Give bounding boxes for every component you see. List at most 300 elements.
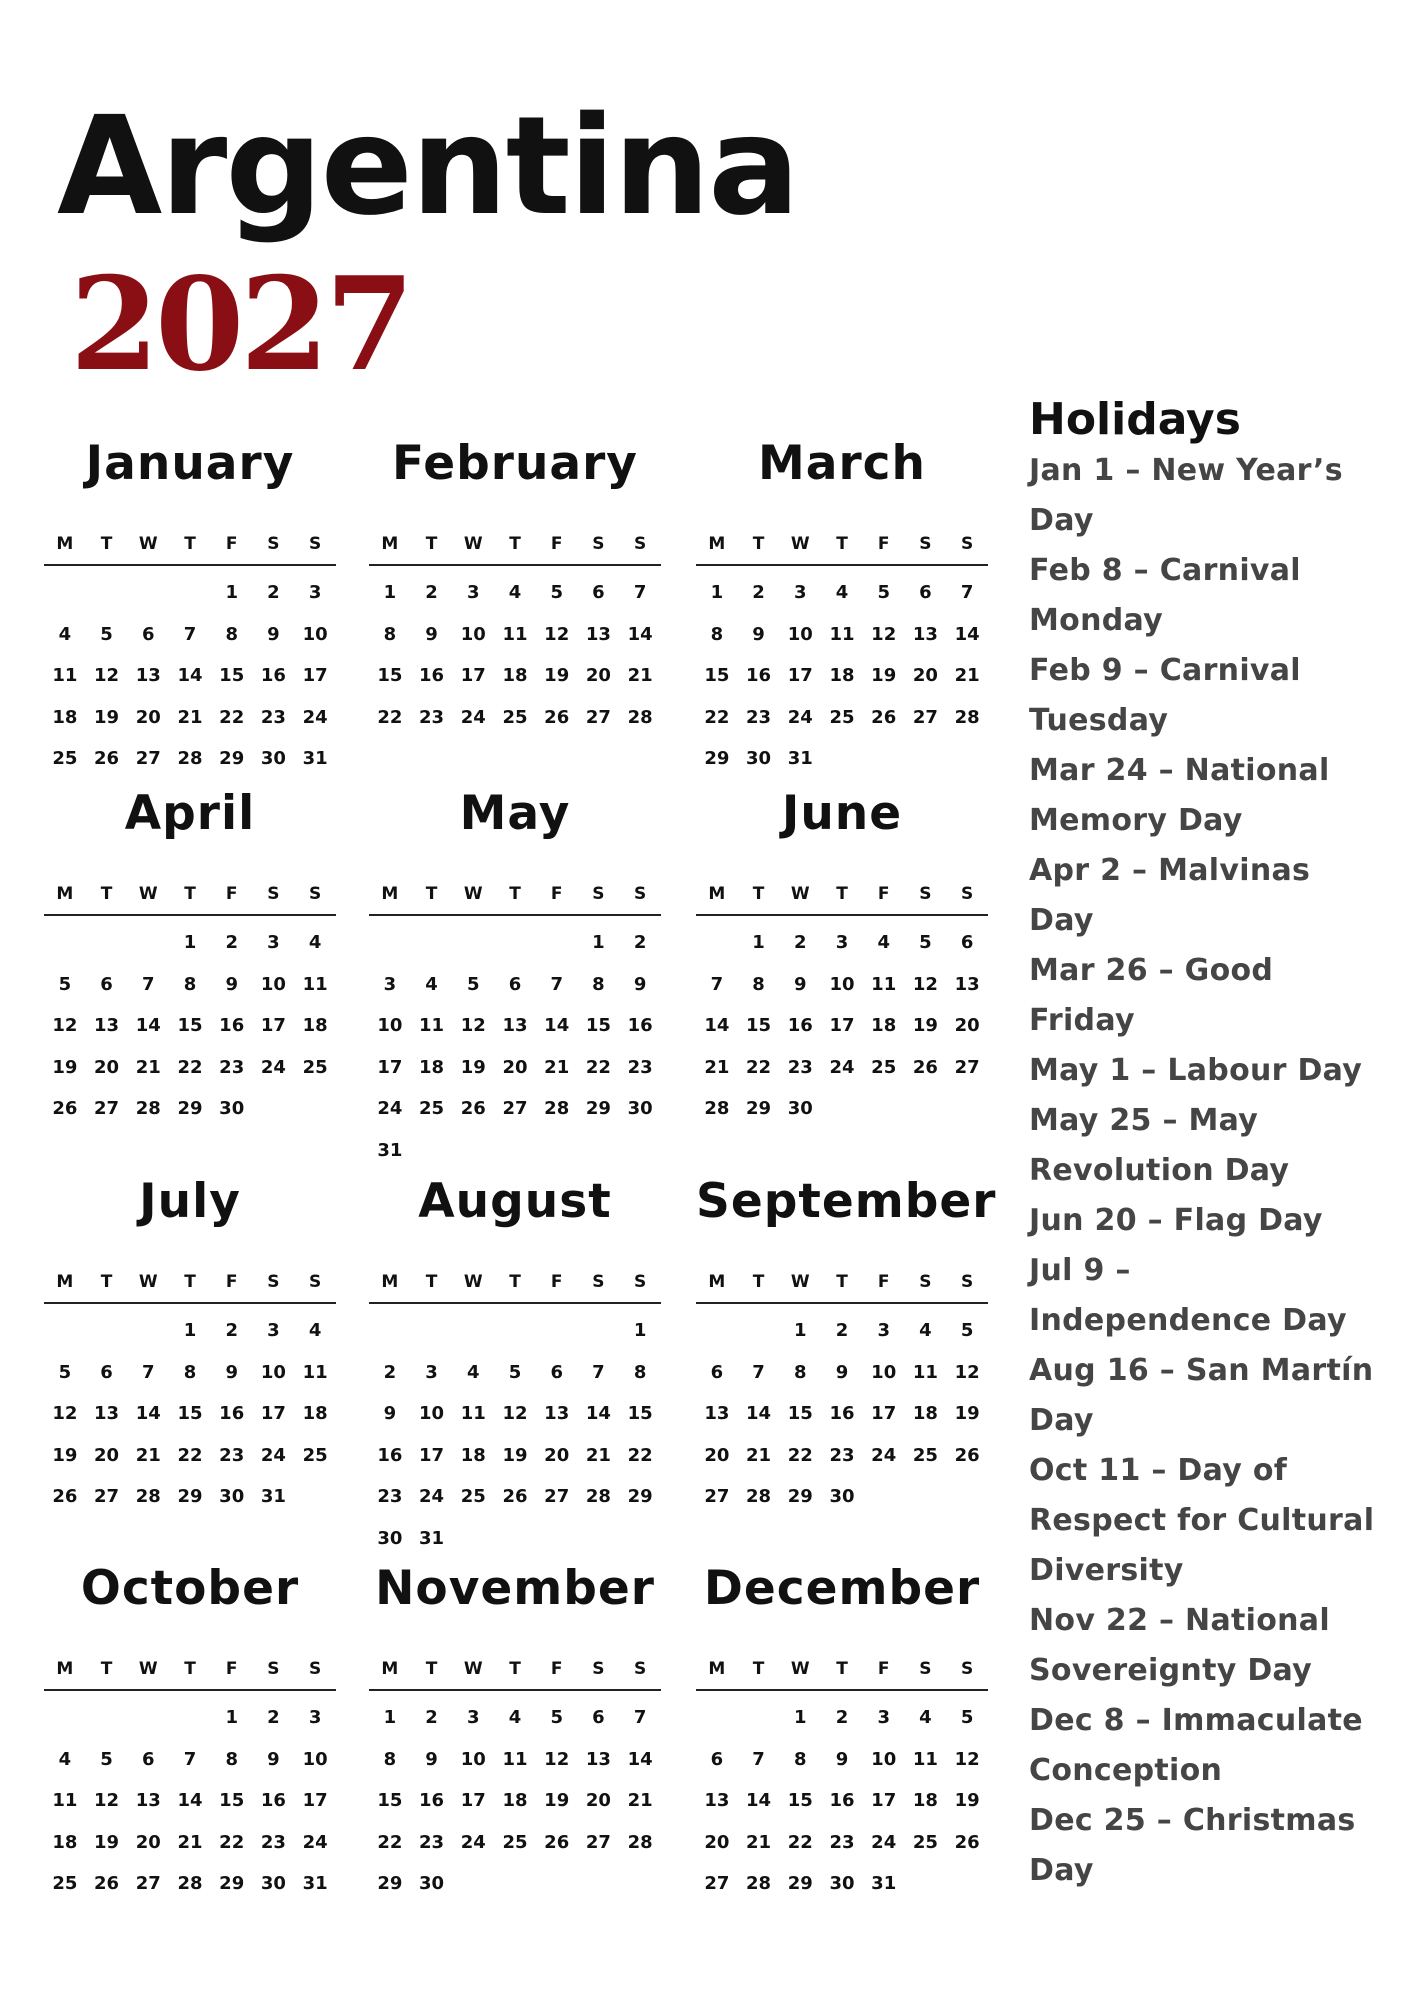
- day-cell: 1: [633, 1320, 647, 1342]
- day-cell: 7: [633, 582, 647, 604]
- day-grid: [696, 922, 988, 1130]
- day-cell: 16: [260, 665, 286, 687]
- weekday-label: T: [836, 1272, 848, 1292]
- day-cell: 19: [52, 1056, 78, 1078]
- day-cell: 1: [383, 1707, 397, 1729]
- day-cell: 5: [919, 932, 932, 954]
- day-cell: 6: [710, 1361, 724, 1383]
- day-cell: 3: [267, 1320, 280, 1342]
- day-cell: 16: [219, 1015, 245, 1037]
- weekday-label: S: [634, 1659, 647, 1679]
- day-cell: 20: [585, 665, 611, 687]
- day-cell: 14: [704, 1015, 730, 1037]
- day-cell: 25: [912, 1831, 938, 1853]
- day-cell: 13: [544, 1403, 570, 1425]
- day-cell: 9: [835, 1748, 849, 1770]
- day-cell: 30: [746, 748, 772, 770]
- day-cell: 23: [829, 1831, 855, 1853]
- weekday-label: T: [425, 1659, 438, 1679]
- day-cell: 25: [871, 1056, 897, 1078]
- day-cell: 22: [704, 706, 730, 728]
- day-cell: 26: [544, 706, 570, 728]
- weekday-label: T: [425, 884, 438, 904]
- day-cell: 12: [52, 1403, 78, 1425]
- day-cell: 16: [627, 1015, 653, 1037]
- weekday-header: [696, 1262, 988, 1304]
- day-cell: 11: [502, 1748, 528, 1770]
- weekday-header: [369, 1262, 661, 1304]
- weekday-label: S: [919, 534, 932, 554]
- day-cell: 5: [100, 1748, 113, 1770]
- weekday-label: S: [267, 534, 280, 554]
- day-cell: 13: [94, 1403, 120, 1425]
- weekday-header: [369, 874, 661, 916]
- day-cell: 15: [219, 1790, 245, 1812]
- day-cell: 19: [502, 1444, 528, 1466]
- weekday-label: T: [100, 1272, 113, 1292]
- day-cell: 23: [260, 1831, 286, 1853]
- weekday-label: T: [509, 534, 521, 554]
- day-cell: 1: [383, 582, 397, 604]
- day-cell: 1: [592, 932, 605, 954]
- weekday-label: M: [381, 884, 399, 904]
- day-cell: 17: [302, 665, 328, 687]
- weekday-label: W: [790, 1272, 810, 1292]
- holiday-item: May 25 – May Revolution Day: [1029, 1103, 1290, 1188]
- day-cell: 13: [704, 1403, 730, 1425]
- day-cell: 17: [302, 1790, 328, 1812]
- day-cell: 14: [627, 1748, 653, 1770]
- day-cell: 21: [544, 1056, 570, 1078]
- day-cell: 12: [954, 1748, 980, 1770]
- day-cell: 20: [954, 1015, 980, 1037]
- weekday-label: W: [463, 534, 483, 554]
- month-name: July: [139, 1174, 241, 1229]
- day-cell: 31: [377, 1139, 403, 1161]
- weekday-label: F: [225, 1272, 238, 1292]
- day-cell: 16: [746, 665, 772, 687]
- weekday-label: M: [708, 1272, 726, 1292]
- day-cell: 30: [260, 1873, 286, 1895]
- day-cell: 14: [177, 665, 203, 687]
- day-cell: 5: [58, 1361, 72, 1383]
- month-july: [44, 1170, 336, 1518]
- day-cell: 23: [260, 706, 286, 728]
- day-cell: 8: [183, 1361, 197, 1383]
- day-cell: 5: [100, 623, 113, 645]
- weekday-label: W: [790, 884, 810, 904]
- day-cell: 7: [633, 1707, 647, 1729]
- day-cell: 9: [383, 1403, 397, 1425]
- day-cell: 21: [177, 1831, 203, 1853]
- holiday-item: Jun 20 – Flag Day: [1029, 1203, 1323, 1238]
- day-cell: 11: [871, 973, 897, 995]
- day-cell: 2: [835, 1707, 849, 1729]
- day-cell: 24: [460, 706, 486, 728]
- page-title: Argentina: [57, 88, 798, 246]
- month-march: [696, 432, 988, 780]
- weekday-label: S: [592, 534, 605, 554]
- day-cell: 4: [467, 1361, 480, 1383]
- day-cell: 14: [135, 1403, 161, 1425]
- day-cell: 13: [585, 1748, 611, 1770]
- day-cell: 8: [183, 973, 197, 995]
- day-cell: 10: [302, 623, 328, 645]
- day-cell: 14: [135, 1015, 161, 1037]
- day-cell: 1: [183, 932, 197, 954]
- month-name: September: [696, 1174, 997, 1229]
- day-cell: 13: [954, 973, 980, 995]
- day-cell: 16: [419, 1790, 445, 1812]
- day-cell: 18: [871, 1015, 897, 1037]
- day-cell: 29: [704, 748, 730, 770]
- day-cell: 8: [225, 623, 238, 645]
- weekday-label: M: [56, 1272, 74, 1292]
- day-cell: 22: [377, 1831, 403, 1853]
- weekday-label: W: [790, 534, 810, 554]
- weekday-header: [44, 1649, 336, 1691]
- day-cell: 21: [585, 1444, 611, 1466]
- day-cell: 6: [710, 1748, 724, 1770]
- day-cell: 26: [912, 1056, 938, 1078]
- day-cell: 10: [871, 1361, 897, 1383]
- day-cell: 6: [919, 582, 932, 604]
- day-cell: 14: [954, 623, 980, 645]
- day-cell: 3: [383, 973, 397, 995]
- day-cell: 27: [912, 706, 938, 728]
- day-cell: 16: [419, 665, 445, 687]
- day-cell: 18: [502, 1790, 528, 1812]
- day-cell: 12: [954, 1361, 980, 1383]
- day-cell: 19: [460, 1056, 486, 1078]
- day-cell: 17: [829, 1015, 855, 1037]
- day-cell: 18: [419, 1056, 445, 1078]
- day-cell: 10: [460, 623, 486, 645]
- day-cell: 7: [550, 973, 563, 995]
- day-grid: [369, 572, 661, 738]
- day-cell: 15: [627, 1403, 653, 1425]
- day-cell: 27: [544, 1486, 570, 1508]
- day-cell: 5: [960, 1707, 974, 1729]
- day-cell: 1: [794, 1707, 807, 1729]
- day-cell: 20: [704, 1444, 730, 1466]
- day-cell: 6: [142, 1748, 155, 1770]
- day-cell: 21: [177, 706, 203, 728]
- day-cell: 4: [919, 1320, 932, 1342]
- day-cell: 16: [787, 1015, 813, 1037]
- day-cell: 29: [787, 1486, 813, 1508]
- weekday-header: [44, 524, 336, 566]
- day-cell: 28: [954, 706, 980, 728]
- month-november: [369, 1557, 661, 1905]
- day-cell: 7: [592, 1361, 605, 1383]
- day-cell: 23: [219, 1056, 245, 1078]
- day-cell: 30: [829, 1486, 855, 1508]
- weekday-label: F: [877, 1659, 890, 1679]
- day-cell: 28: [135, 1486, 161, 1508]
- day-cell: 17: [460, 1790, 486, 1812]
- weekday-label: T: [509, 884, 521, 904]
- day-cell: 12: [52, 1015, 78, 1037]
- weekday-label: W: [463, 1659, 483, 1679]
- day-cell: 6: [508, 973, 522, 995]
- month-name: May: [459, 786, 571, 841]
- weekday-label: F: [550, 534, 563, 554]
- day-cell: 20: [585, 1790, 611, 1812]
- weekday-label: T: [100, 1659, 113, 1679]
- day-cell: 9: [633, 973, 647, 995]
- year-label: 2027: [70, 250, 411, 400]
- day-grid: [696, 1697, 988, 1905]
- day-cell: 14: [585, 1403, 611, 1425]
- day-cell: 5: [467, 973, 480, 995]
- day-cell: 3: [877, 1320, 890, 1342]
- day-cell: 27: [704, 1486, 730, 1508]
- day-cell: 26: [544, 1831, 570, 1853]
- day-cell: 22: [585, 1056, 611, 1078]
- weekday-label: F: [225, 534, 238, 554]
- day-cell: 24: [260, 1444, 286, 1466]
- day-cell: 5: [550, 582, 563, 604]
- day-cell: 8: [633, 1361, 647, 1383]
- day-cell: 1: [710, 582, 724, 604]
- day-cell: 5: [508, 1361, 522, 1383]
- month-may: [369, 782, 661, 1171]
- weekday-label: W: [138, 1272, 158, 1292]
- day-cell: 18: [52, 1831, 78, 1853]
- weekday-label: M: [708, 884, 726, 904]
- weekday-label: S: [309, 1272, 322, 1292]
- day-cell: 25: [52, 748, 78, 770]
- month-name: January: [85, 436, 295, 491]
- day-cell: 10: [460, 1748, 486, 1770]
- weekday-label: T: [100, 884, 113, 904]
- day-cell: 15: [787, 1403, 813, 1425]
- day-cell: 19: [871, 665, 897, 687]
- day-cell: 3: [794, 582, 807, 604]
- day-cell: 11: [912, 1748, 938, 1770]
- day-cell: 19: [544, 1790, 570, 1812]
- day-cell: 2: [835, 1320, 849, 1342]
- day-cell: 23: [627, 1056, 653, 1078]
- holiday-item: Dec 8 – Immaculate Conception: [1029, 1703, 1363, 1788]
- day-cell: 10: [260, 973, 286, 995]
- day-cell: 9: [425, 1748, 438, 1770]
- day-cell: 27: [704, 1873, 730, 1895]
- weekday-header: [369, 524, 661, 566]
- day-cell: 27: [135, 748, 161, 770]
- weekday-label: S: [309, 884, 322, 904]
- day-cell: 26: [954, 1831, 980, 1853]
- day-cell: 2: [752, 582, 765, 604]
- month-name: April: [124, 786, 256, 841]
- day-cell: 30: [787, 1098, 813, 1120]
- day-cell: 29: [219, 748, 245, 770]
- day-cell: 21: [746, 1831, 772, 1853]
- weekday-label: M: [56, 534, 74, 554]
- day-cell: 20: [94, 1056, 120, 1078]
- day-cell: 2: [633, 932, 647, 954]
- day-cell: 8: [225, 1748, 238, 1770]
- day-grid: [44, 1310, 336, 1518]
- day-cell: 23: [377, 1486, 403, 1508]
- day-cell: 23: [419, 1831, 445, 1853]
- day-cell: 15: [746, 1015, 772, 1037]
- day-cell: 3: [835, 932, 849, 954]
- month-february: [369, 432, 661, 738]
- day-cell: 10: [829, 973, 855, 995]
- holidays-title: Holidays: [1029, 394, 1241, 445]
- weekday-label: T: [752, 534, 765, 554]
- weekday-label: S: [961, 1272, 974, 1292]
- day-cell: 3: [877, 1707, 890, 1729]
- day-cell: 17: [419, 1444, 445, 1466]
- day-cell: 28: [135, 1098, 161, 1120]
- day-cell: 3: [467, 582, 480, 604]
- day-cell: 26: [954, 1444, 980, 1466]
- day-cell: 18: [829, 665, 855, 687]
- day-cell: 10: [260, 1361, 286, 1383]
- day-cell: 6: [550, 1361, 563, 1383]
- day-cell: 12: [94, 1790, 120, 1812]
- day-cell: 2: [794, 932, 807, 954]
- day-cell: 27: [954, 1056, 980, 1078]
- day-cell: 13: [135, 1790, 161, 1812]
- day-cell: 18: [302, 1015, 328, 1037]
- weekday-label: S: [634, 1272, 647, 1292]
- day-cell: 3: [467, 1707, 480, 1729]
- day-cell: 27: [135, 1873, 161, 1895]
- month-january: [44, 432, 336, 780]
- day-grid: [369, 922, 661, 1171]
- day-cell: 2: [267, 1707, 280, 1729]
- day-cell: 7: [960, 582, 974, 604]
- day-cell: 8: [794, 1748, 807, 1770]
- holiday-item: Mar 24 – National Memory Day: [1029, 753, 1330, 838]
- day-cell: 23: [746, 706, 772, 728]
- day-cell: 30: [219, 1098, 245, 1120]
- day-cell: 9: [794, 973, 807, 995]
- day-cell: 29: [746, 1098, 772, 1120]
- day-cell: 4: [308, 932, 322, 954]
- weekday-header: [696, 524, 988, 566]
- weekday-label: M: [708, 1659, 726, 1679]
- day-cell: 29: [177, 1486, 203, 1508]
- day-cell: 17: [260, 1403, 286, 1425]
- day-cell: 3: [267, 932, 280, 954]
- weekday-label: T: [836, 534, 848, 554]
- day-cell: 30: [829, 1873, 855, 1895]
- holiday-item: Nov 22 – National Sovereignty Day: [1029, 1603, 1330, 1688]
- month-october: [44, 1557, 336, 1905]
- day-cell: 13: [94, 1015, 120, 1037]
- day-grid: [369, 1310, 661, 1559]
- weekday-label: T: [836, 884, 848, 904]
- day-cell: 15: [377, 665, 403, 687]
- day-cell: 3: [425, 1361, 438, 1383]
- month-name: October: [80, 1561, 300, 1616]
- day-cell: 10: [787, 623, 813, 645]
- day-cell: 28: [746, 1873, 772, 1895]
- day-cell: 2: [383, 1361, 397, 1383]
- day-cell: 6: [592, 1707, 605, 1729]
- day-cell: 4: [919, 1707, 932, 1729]
- day-cell: 15: [787, 1790, 813, 1812]
- day-cell: 14: [746, 1790, 772, 1812]
- day-cell: 29: [377, 1873, 403, 1895]
- day-cell: 26: [502, 1486, 528, 1508]
- weekday-label: W: [138, 884, 158, 904]
- weekday-header: [696, 874, 988, 916]
- day-cell: 25: [419, 1098, 445, 1120]
- day-cell: 10: [419, 1403, 445, 1425]
- day-cell: 24: [260, 1056, 286, 1078]
- weekday-label: M: [381, 1659, 399, 1679]
- day-cell: 29: [177, 1098, 203, 1120]
- day-cell: 17: [377, 1056, 403, 1078]
- day-cell: 9: [225, 1361, 238, 1383]
- day-cell: 19: [94, 706, 120, 728]
- day-cell: 12: [460, 1015, 486, 1037]
- weekday-label: M: [56, 884, 74, 904]
- day-cell: 21: [627, 665, 653, 687]
- day-cell: 4: [58, 623, 72, 645]
- day-cell: 11: [52, 665, 78, 687]
- weekday-label: M: [381, 1272, 399, 1292]
- day-cell: 24: [829, 1056, 855, 1078]
- day-cell: 25: [829, 706, 855, 728]
- holiday-item: Dec 25 – Christmas Day: [1029, 1803, 1356, 1888]
- day-cell: 23: [419, 706, 445, 728]
- day-cell: 15: [585, 1015, 611, 1037]
- weekday-label: F: [225, 884, 238, 904]
- day-cell: 22: [219, 1831, 245, 1853]
- day-cell: 20: [135, 706, 161, 728]
- month-april: [44, 782, 336, 1130]
- weekday-label: S: [592, 884, 605, 904]
- day-cell: 25: [52, 1873, 78, 1895]
- day-cell: 25: [302, 1444, 328, 1466]
- weekday-label: S: [961, 884, 974, 904]
- month-name: March: [758, 436, 926, 491]
- day-cell: 11: [302, 973, 328, 995]
- day-cell: 27: [94, 1486, 120, 1508]
- weekday-label: T: [184, 884, 196, 904]
- weekday-label: S: [634, 884, 647, 904]
- day-cell: 1: [794, 1320, 807, 1342]
- day-cell: 10: [871, 1748, 897, 1770]
- day-cell: 20: [704, 1831, 730, 1853]
- day-cell: 8: [383, 1748, 397, 1770]
- day-cell: 6: [100, 1361, 113, 1383]
- weekday-header: [696, 1649, 988, 1691]
- weekday-label: S: [919, 1272, 932, 1292]
- weekday-label: T: [184, 534, 196, 554]
- day-cell: 21: [135, 1444, 161, 1466]
- holiday-item: Oct 11 – Day of Respect for Cultural Diversity: [1029, 1453, 1375, 1588]
- day-cell: 25: [302, 1056, 328, 1078]
- weekday-label: F: [877, 534, 890, 554]
- day-cell: 4: [58, 1748, 72, 1770]
- day-cell: 5: [550, 1707, 563, 1729]
- day-cell: 31: [787, 748, 813, 770]
- day-grid: [44, 572, 336, 780]
- day-cell: 26: [94, 748, 120, 770]
- day-cell: 17: [260, 1015, 286, 1037]
- day-cell: 10: [302, 1748, 328, 1770]
- day-cell: 22: [787, 1444, 813, 1466]
- holiday-item: Jul 9 – Independence Day: [1029, 1253, 1347, 1338]
